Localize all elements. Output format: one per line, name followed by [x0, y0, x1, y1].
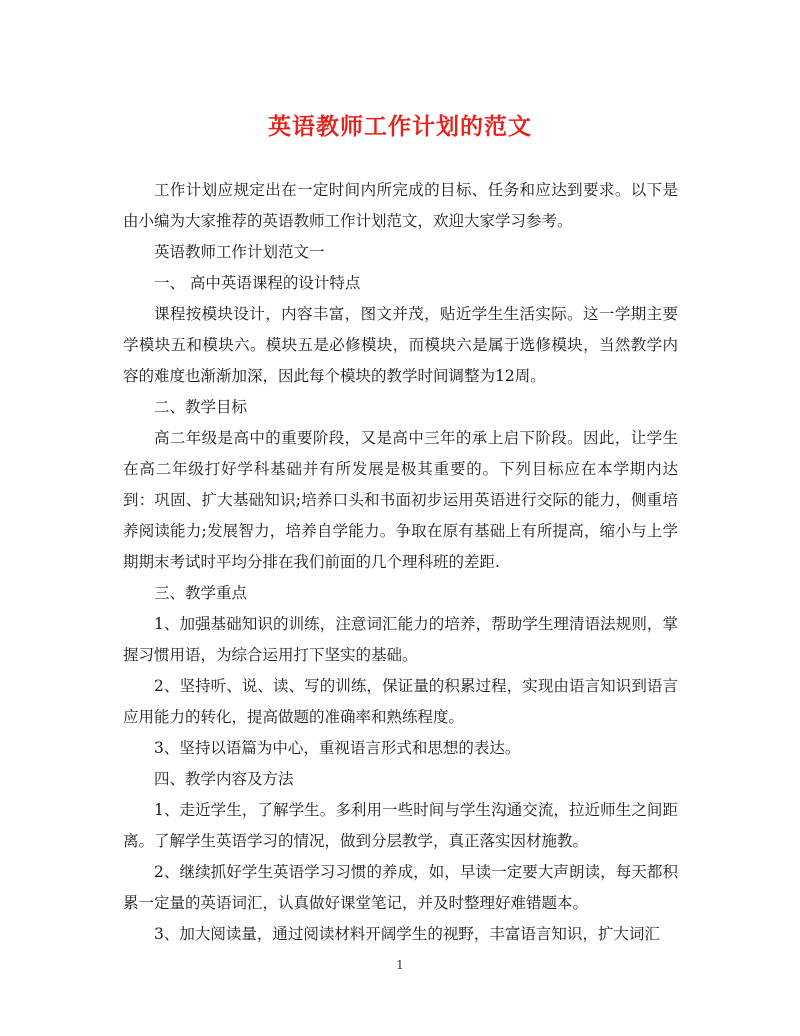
section-heading-1: 一、 高中英语课程的设计特点: [154, 274, 361, 292]
paragraph-method-3: 3、加大阅读量，通过阅读材料开阔学生的视野，丰富语言知识，扩大词汇: [154, 925, 660, 943]
section-heading-sample-one: 英语教师工作计划范文一: [154, 243, 325, 261]
page-number: 1: [396, 958, 404, 972]
paragraph-method-1: 1、走近学生，了解学生。多利用一些时间与学生沟通交流，拉近师生之间距离。了解学生英语学习的情况，做到分层教学，真正落实因材施教。: [123, 801, 678, 850]
section-heading-3: 三、教学重点: [154, 584, 248, 602]
paragraph-course-design: 课程按模块设计，内容丰富，图文并茂，贴近学生生活实际。这一学期主要学模块五和模块六。模块五是必修模块，而模块六是属于选修模块，当然教学内容的难度也渐渐加深，因此每个模块的教学时间调整为12周。: [123, 305, 678, 385]
paragraph-teaching-goals: 高二年级是高中的重要阶段，又是高中三年的承上启下阶段。因此，让学生在高二年级打好学科基础并有所发展是极其重要的。下列目标应在本学期内达到：巩固、扩大基础知识;培养口头和书面初步运用英语进行交际的能力，侧重培养阅读能力;发展智力，培养自学能力。争取在原有基础上有所提高，缩小与上学期期末考试时平均分排在我们前面的几个理科班的差距.: [123, 429, 678, 571]
section-heading-4: 四、教学内容及方法: [154, 770, 294, 788]
paragraph-method-2: 2、继续抓好学生英语学习习惯的养成，如，早读一定要大声朗读，每天都积累一定量的英语词汇，认真做好课堂笔记，并及时整理好难错题本。: [123, 863, 678, 912]
paragraph-focus-1: 1、加强基础知识的训练，注意词汇能力的培养，帮助学生理清语法规则，掌握习惯用语，为综合运用打下坚实的基础。: [123, 615, 678, 664]
paragraph-focus-3: 3、坚持以语篇为中心，重视语言形式和思想的表达。: [154, 739, 521, 757]
document-body: [123, 175, 678, 950]
paragraph-focus-2: 2、坚持听、说、读、写的训练，保证量的积累过程，实现由语言知识到语言应用能力的转化，提高做题的准确率和熟练程度。: [123, 677, 678, 726]
section-heading-2: 二、教学目标: [154, 398, 248, 416]
paragraph-intro: 工作计划应规定出在一定时间内所完成的目标、任务和应达到要求。以下是由小编为大家推荐的英语教师工作计划范文，欢迎大家学习参考。: [123, 181, 678, 230]
document-title: 英语教师工作计划的范文: [268, 113, 532, 140]
